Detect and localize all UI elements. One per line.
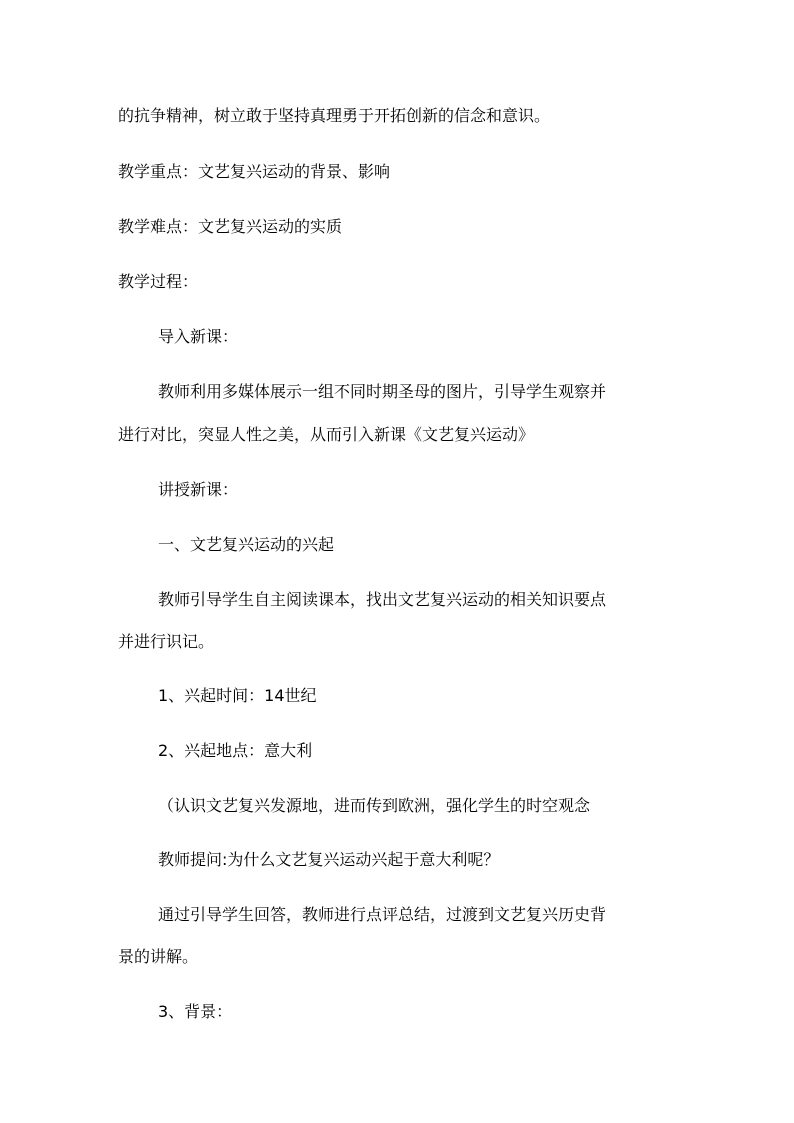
text-line-5: 导入新课： xyxy=(158,327,239,346)
text-line-8: 讲授新课： xyxy=(158,480,239,499)
text-line-14: （认识文艺复兴发源地，进而传到欧洲，强化学生的时空观念 xyxy=(158,796,591,815)
text-line-17: 景的讲解。 xyxy=(118,947,199,966)
text-line-11: 并进行识记。 xyxy=(118,632,215,651)
text-line-6: 教师利用多媒体展示一组不同时期圣母的图片，引导学生观察并 xyxy=(158,382,607,401)
text-line-15: 教师提问:为什么文艺复兴运动兴起于意大利呢？ xyxy=(158,850,500,869)
text-line-10: 教师引导学生自主阅读课本，找出文艺复兴运动的相关知识要点 xyxy=(158,590,607,609)
text-line-4: 教学过程： xyxy=(118,272,199,291)
text-line-1: 的抗争精神，树立敢于坚持真理勇于开拓创新的信念和意识。 xyxy=(118,106,551,125)
text-line-18: 3、背景： xyxy=(158,1002,233,1021)
text-line-12: 1、兴起时间：14世纪 xyxy=(158,686,317,705)
text-line-13: 2、兴起地点：意大利 xyxy=(158,741,313,760)
text-line-2: 教学重点：文艺复兴运动的背景、影响 xyxy=(118,162,391,181)
text-line-7: 进行对比，突显人性之美，从而引入新课《文艺复兴运动》 xyxy=(118,425,535,444)
text-line-3: 教学难点：文艺复兴运动的实质 xyxy=(118,217,343,236)
text-line-16: 通过引导学生回答，教师进行点评总结，过渡到文艺复兴历史背 xyxy=(158,905,607,924)
text-line-9: 一、文艺复兴运动的兴起 xyxy=(158,535,335,554)
